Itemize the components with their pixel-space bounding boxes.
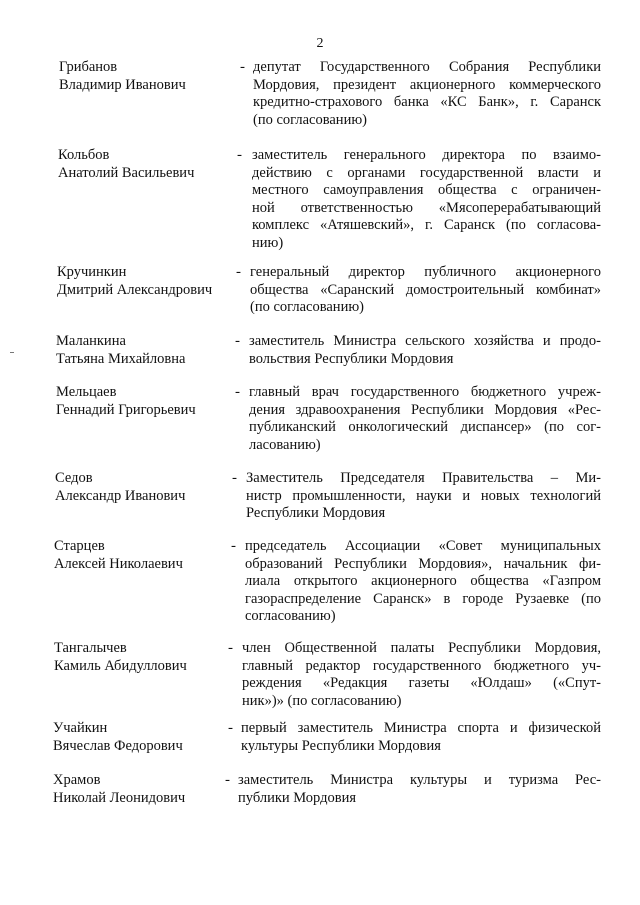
member-surname: Храмов xyxy=(53,772,101,788)
member-name xyxy=(53,720,233,755)
member-position xyxy=(241,720,601,755)
position-line: нистр промышленности, науки и новых технологий xyxy=(246,487,601,504)
member-name xyxy=(56,384,236,419)
position-line: ласованию) xyxy=(249,436,321,453)
entry-dash: - xyxy=(228,640,233,656)
position-line: действию с органами государственной власти и xyxy=(252,164,601,181)
position-line: заместитель Министра культуры и туризма Рес- xyxy=(238,772,601,788)
member-position xyxy=(253,59,601,129)
member-surname: Старцев xyxy=(54,538,105,554)
member-surname: Учайкин xyxy=(53,720,108,736)
member-position xyxy=(238,772,601,807)
member-given-names: Александр Иванович xyxy=(55,487,186,504)
member-position xyxy=(252,147,601,252)
position-line: местного самоуправления общества с ограничен- xyxy=(252,182,601,198)
member-surname: Кручинкин xyxy=(57,264,127,280)
position-line: член Общественной палаты Республики Мордовия, xyxy=(242,640,601,656)
position-line: публики Мордовия xyxy=(238,789,357,806)
member-name xyxy=(54,640,234,675)
member-surname: Маланкина xyxy=(56,333,126,349)
entry-dash: - xyxy=(240,59,245,75)
member-given-names: Татьяна Михайловна xyxy=(56,350,186,367)
position-line: культуры Республики Мордовия xyxy=(241,737,441,754)
member-given-names: Анатолий Васильевич xyxy=(58,164,195,181)
member-position xyxy=(242,640,601,710)
member-surname: Тангалычев xyxy=(54,640,127,656)
member-given-names: Николай Леонидович xyxy=(53,789,186,806)
entry-dash: - xyxy=(236,264,241,280)
position-line: ник»)» (по согласованию) xyxy=(242,692,402,709)
member-position xyxy=(246,470,601,523)
position-line: согласованию) xyxy=(245,608,336,624)
position-line: лиала открытого акционерного общества «Газпром xyxy=(245,573,601,589)
position-line: Республики Мордовия xyxy=(246,505,386,521)
position-line: нию) xyxy=(252,234,284,251)
entry-dash: - xyxy=(225,772,230,788)
entry-dash: - xyxy=(235,384,240,400)
position-line: вольствия Республики Мордовия xyxy=(249,350,454,367)
position-line: (по согласованию) xyxy=(250,299,364,315)
member-surname: Грибанов xyxy=(59,59,118,75)
entry-dash: - xyxy=(235,333,240,349)
position-line: кредитно-страхового банка «КС Банк», г. Саранск xyxy=(253,94,601,110)
member-position xyxy=(249,333,601,368)
margin-mark xyxy=(10,352,14,353)
position-line: заместитель Министра сельского хозяйства и продо- xyxy=(249,333,601,349)
position-line: (по согласованию) xyxy=(253,111,367,128)
member-given-names: Геннадий Григорьевич xyxy=(56,401,196,418)
page-number: 2 xyxy=(316,36,324,51)
member-position xyxy=(250,264,601,317)
member-surname: Кольбов xyxy=(58,147,110,163)
entry-dash: - xyxy=(237,147,242,163)
member-name xyxy=(58,147,238,182)
member-position xyxy=(245,538,601,626)
position-line: главный редактор государственного бюджетного уч- xyxy=(242,657,601,674)
member-name xyxy=(55,470,235,505)
position-line: председатель Ассоциации «Совет муниципальных xyxy=(245,538,601,554)
position-line: заместитель генерального директора по взаимо- xyxy=(252,147,601,163)
member-name xyxy=(59,59,239,94)
position-line: Заместитель Председателя Правительства – Ми- xyxy=(246,470,601,486)
position-line: публиканский онкологический диспансер» (по сог- xyxy=(249,419,601,435)
position-line: комплекс «Атяшевский», г. Саранск (по согласова- xyxy=(252,217,601,233)
position-line: образований Республики Мордовия», начальник фи- xyxy=(245,555,601,572)
position-line: депутат Государственного Собрания Республики xyxy=(253,59,601,75)
position-line: главный врач государственного бюджетного учреж- xyxy=(249,384,601,400)
member-name xyxy=(56,333,236,368)
entry-dash: - xyxy=(231,538,236,554)
position-line: ной ответственностью «Мясоперерабатывающий xyxy=(252,199,601,216)
position-line: первый заместитель Министра спорта и физической xyxy=(241,720,601,736)
member-surname: Седов xyxy=(55,470,93,486)
position-line: газораспределение Саранск» в городе Рузаевке (по xyxy=(245,590,601,607)
member-name xyxy=(53,772,233,807)
member-given-names: Дмитрий Александрович xyxy=(57,281,213,298)
position-line: генеральный директор публичного акционерного xyxy=(250,264,601,280)
member-given-names: Владимир Иванович xyxy=(59,76,186,93)
member-surname: Мельцаев xyxy=(56,384,117,400)
entry-dash: - xyxy=(228,720,233,736)
member-given-names: Алексей Николаевич xyxy=(54,555,183,572)
member-given-names: Вячеслав Федорович xyxy=(53,737,183,754)
position-line: реждения «Редакция газеты «Юлдаш» («Спут- xyxy=(242,675,601,691)
position-line: дения здравоохранения Республики Мордовия «Рес- xyxy=(249,401,601,418)
member-name xyxy=(54,538,234,573)
entry-dash: - xyxy=(232,470,237,486)
position-line: общества «Саранский домостроительный комбинат» xyxy=(250,281,601,298)
member-given-names: Камиль Абидуллович xyxy=(54,657,187,674)
position-line: Мордовия, президент акционерного коммерческого xyxy=(253,76,601,93)
member-position xyxy=(249,384,601,454)
member-name xyxy=(57,264,237,299)
